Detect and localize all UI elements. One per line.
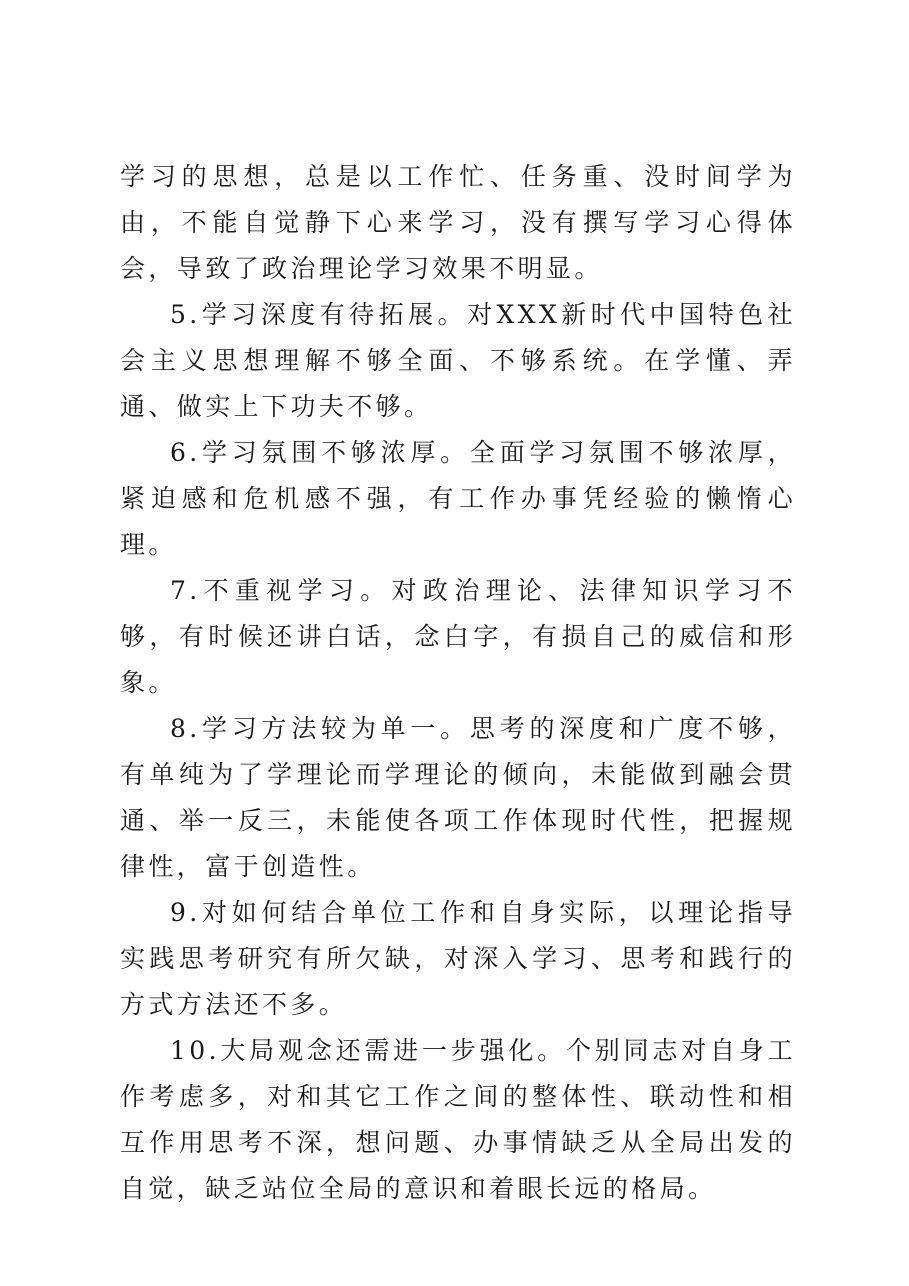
paragraph-item-7: 7.不重视学习。对政治理论、法律知识学习不够，有时候还讲白话，念白字，有损自己的威信和形象。 [120,576,796,697]
paragraph-item-5: 5.学习深度有待拓展。对XXX新时代中国特色社会主义思想理解不够全面、不够系统。在学懂、弄通、做实上下功夫不够。 [120,300,796,421]
paragraph-item-10: 10.大局观念还需进一步强化。个别同志对自身工作考虑多，对和其它工作之间的整体性、联动性和相互作用思考不深，想问题、办事情缺乏从全局出发的自觉，缺乏站位全局的意识和着眼长远的格局。 [120,1036,796,1203]
document-body [120,154,796,1212]
paragraph-item-6: 6.学习氛围不够浓厚。全面学习氛围不够浓厚，紧迫感和危机感不强，有工作办事凭经验的懒惰心理。 [120,438,796,559]
paragraph-item-9: 9.对如何结合单位工作和自身实际，以理论指导实践思考研究有所欠缺，对深入学习、思考和践行的方式方法还不多。 [120,898,796,1019]
paragraph-continuation: 学习的思想，总是以工作忙、任务重、没时间学为由，不能自觉静下心来学习，没有撰写学习心得体会，导致了政治理论学习效果不明显。 [120,162,796,283]
paragraph-item-8: 8.学习方法较为单一。思考的深度和广度不够，有单纯为了学理论而学理论的倾向，未能做到融会贯通、举一反三，未能使各项工作体现时代性，把握规律性，富于创造性。 [120,714,796,881]
